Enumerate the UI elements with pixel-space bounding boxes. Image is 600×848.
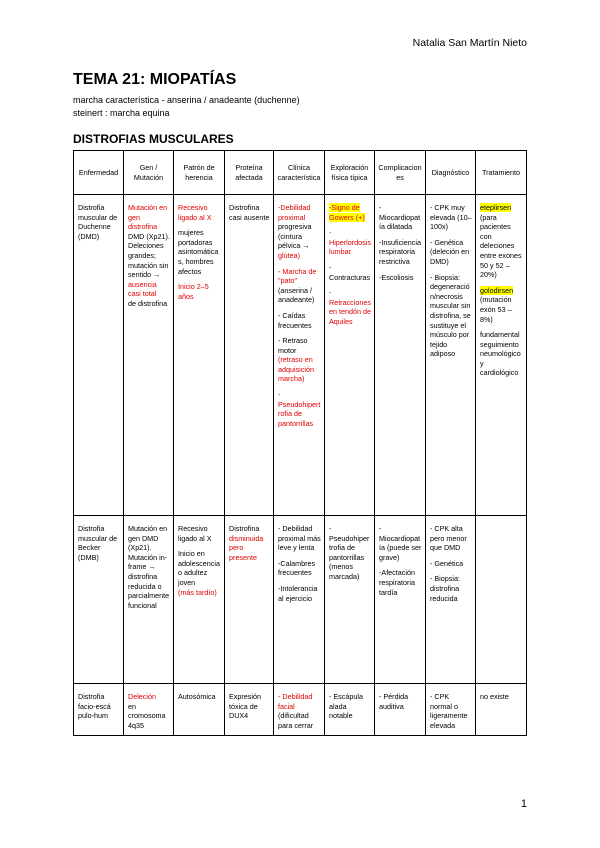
- page-title: TEMA 21: MIOPATÍAS: [73, 71, 237, 88]
- cell-text: ausencia casi total: [128, 279, 157, 299]
- cell-text: Distrofia muscular de Duchenne (DMD): [78, 203, 118, 241]
- cell-text: - Marcha de "pato": [278, 266, 317, 286]
- cell-text: Autosómica: [178, 692, 216, 702]
- header-enfermedad: Enfermedad: [74, 151, 124, 195]
- cell-complicaciones: [375, 516, 426, 684]
- cell-patron-herencia: [174, 516, 225, 684]
- cell-text: -Calambres frecuentes: [278, 558, 316, 578]
- cell-diagnostico: [426, 195, 476, 516]
- cell-text: (para pacientes con deleciones entre exones 50 y 52 – 20%): [480, 212, 522, 280]
- cell-complicaciones: [375, 684, 426, 736]
- cell-text: -Escoliosis: [379, 272, 414, 282]
- cell-text: -Signo de Gowers (+): [329, 203, 365, 222]
- cell-text: Expresión tóxica de DUX4: [229, 692, 261, 721]
- cell-text: - Debilidad proximal más leve y lenta: [278, 524, 321, 553]
- header-gen-mutacion: Gen / Mutación: [124, 151, 174, 195]
- author-name: Natalia San Martín Nieto: [412, 37, 527, 49]
- cell-text: progresiva (cintura pélvica →: [278, 222, 312, 251]
- cell-text: - Caídas frecuentes: [278, 310, 312, 330]
- cell-text: - Genética (deleción en DMD): [430, 237, 470, 267]
- cell-gen-mutacion: [124, 684, 174, 736]
- cell-clinica: [274, 684, 325, 736]
- muscular-dystrophies-table: [73, 150, 527, 736]
- cell-text: Recesivo ligado al X: [178, 524, 212, 543]
- cell-text: - Biopsia: distrofina reducida: [430, 574, 460, 603]
- header-exploracion: Exploración física típica: [325, 151, 375, 195]
- cell-text: Distrofia facio-escá pulo-hum: [78, 692, 111, 721]
- cell-text: -Retracciones en tendón de Aquiles: [329, 288, 371, 326]
- cell-text: de distrofina: [128, 298, 168, 308]
- cell-text: - Pérdida auditiva: [379, 692, 409, 711]
- cell-text: no existe: [480, 692, 509, 702]
- cell-text: Mutación en gen DMD (Xp21). Mutación in-frame → distrofina reducida o parcialmente funcional: [128, 524, 170, 610]
- cell-text: Inicio en adolescencia o adultez joven: [178, 549, 220, 588]
- cell-text: -Contracturas: [329, 263, 371, 282]
- cell-clinica: [274, 195, 325, 516]
- cell-text: - CPK normal o ligeramente elevada: [430, 692, 468, 730]
- cell-complicaciones: [375, 195, 426, 516]
- cell-text: (dificultad para cerrar: [278, 711, 314, 730]
- cell-text: fundamental seguimiento neumológico y cardiológico: [480, 330, 521, 378]
- table-row: [74, 516, 527, 684]
- cell-text: -Miocardiopatía (puede ser grave): [379, 524, 422, 562]
- header-complicaciones: Complicaciones: [375, 151, 426, 195]
- subtitle-gait-steinert: steinert : marcha equina: [73, 108, 170, 118]
- section-title: DISTROFIAS MUSCULARES: [73, 132, 234, 146]
- cell-text: - Debilidad facial: [278, 692, 313, 711]
- cell-enfermedad: [74, 684, 124, 736]
- cell-diagnostico: [426, 516, 476, 684]
- cell-exploracion: [325, 684, 375, 736]
- cell-text: Inicio 2–5 años: [178, 282, 209, 301]
- cell-proteina: [225, 684, 274, 736]
- cell-clinica: [274, 516, 325, 684]
- table-header-row: [74, 151, 527, 195]
- cell-text: -Afectación respiratoria tardía: [379, 568, 415, 597]
- cell-text: Distrofina casi ausente: [229, 203, 270, 222]
- cell-text: -Pseudohipertrofia de pantorrillas (menos marcada): [329, 524, 370, 582]
- cell-text: disminuida pero presente: [229, 533, 264, 562]
- cell-patron-herencia: [174, 195, 225, 516]
- header-proteina: Proteína afectada: [225, 151, 274, 195]
- cell-tratamiento: [476, 684, 527, 736]
- cell-exploracion: [325, 516, 375, 684]
- cell-text: -Hiperlordosis lumbar: [329, 228, 371, 257]
- cell-text: Deleción: [128, 692, 156, 702]
- cell-text: (más tardío): [178, 587, 217, 597]
- cell-text: Deleciones grandes; mutación sin sentido →: [128, 241, 169, 280]
- cell-proteina: [225, 195, 274, 516]
- header-tratamiento: Tratamiento: [476, 151, 527, 195]
- cell-exploracion: [325, 195, 375, 516]
- header-clinica: Clínica característica: [274, 151, 325, 195]
- cell-enfermedad: [74, 516, 124, 684]
- cell-text: -Debilidad proximal: [278, 203, 311, 222]
- cell-tratamiento: [476, 195, 527, 516]
- cell-text: - Biopsia: degeneración/necrosis muscular sin distrofina, se sustituye el músculo por tejido adiposo: [430, 272, 471, 359]
- cell-text: Distrofia muscular de Becker (DMB): [78, 524, 118, 562]
- cell-text: (mutación exón 53 – 8%): [480, 295, 512, 324]
- cell-text: golodirsen: [480, 285, 514, 295]
- cell-text: -Intolerancia al ejercicio: [278, 584, 318, 603]
- cell-text: Distrofina: [229, 524, 260, 534]
- cell-diagnostico: [426, 684, 476, 736]
- table-row: [74, 684, 527, 736]
- cell-text: mujeres portadoras asintomáticas, hombres afectos: [178, 228, 219, 276]
- cell-text: - Escápula alada notable: [329, 692, 363, 721]
- header-patron-herencia: Patrón de herencia: [174, 151, 225, 195]
- cell-enfermedad: [74, 195, 124, 516]
- cell-text: -Insuficiencia respiratoria restrictiva: [379, 237, 421, 267]
- cell-text: eteplirsen: [480, 203, 512, 213]
- cell-text: DMD (Xp21).: [128, 231, 170, 241]
- header-diagnostico: Diagnóstico: [426, 151, 476, 195]
- cell-proteina: [225, 516, 274, 684]
- cell-text: -Miocardiopatía dilatada: [379, 203, 421, 232]
- cell-text: - CPK alta pero menor que DMD: [430, 524, 467, 553]
- table-row: [74, 195, 527, 516]
- cell-text: - Genética: [430, 558, 464, 568]
- cell-patron-herencia: [174, 684, 225, 736]
- cell-text: Mutación en gen distrofina: [128, 203, 168, 232]
- cell-text: - CPK muy elevada (10–100x): [430, 203, 472, 232]
- cell-tratamiento: [476, 516, 527, 684]
- cell-text: - Retraso motor: [278, 336, 308, 355]
- cell-gen-mutacion: [124, 195, 174, 516]
- page-number: 1: [520, 798, 527, 810]
- cell-gen-mutacion: [124, 516, 174, 684]
- subtitle-gait-duchenne: marcha característica - anserina / anadeante (duchenne): [73, 95, 300, 105]
- cell-text: glútea): [278, 251, 300, 261]
- cell-text: (anserina / anadeante): [278, 285, 315, 305]
- cell-text: en cromosoma 4q35: [128, 701, 166, 730]
- cell-text: (retraso en adquisición marcha): [278, 355, 314, 384]
- cell-text: -Pseudohipertrofia de pantorrillas: [278, 389, 321, 428]
- cell-text: Recesivo ligado al X: [178, 203, 212, 222]
